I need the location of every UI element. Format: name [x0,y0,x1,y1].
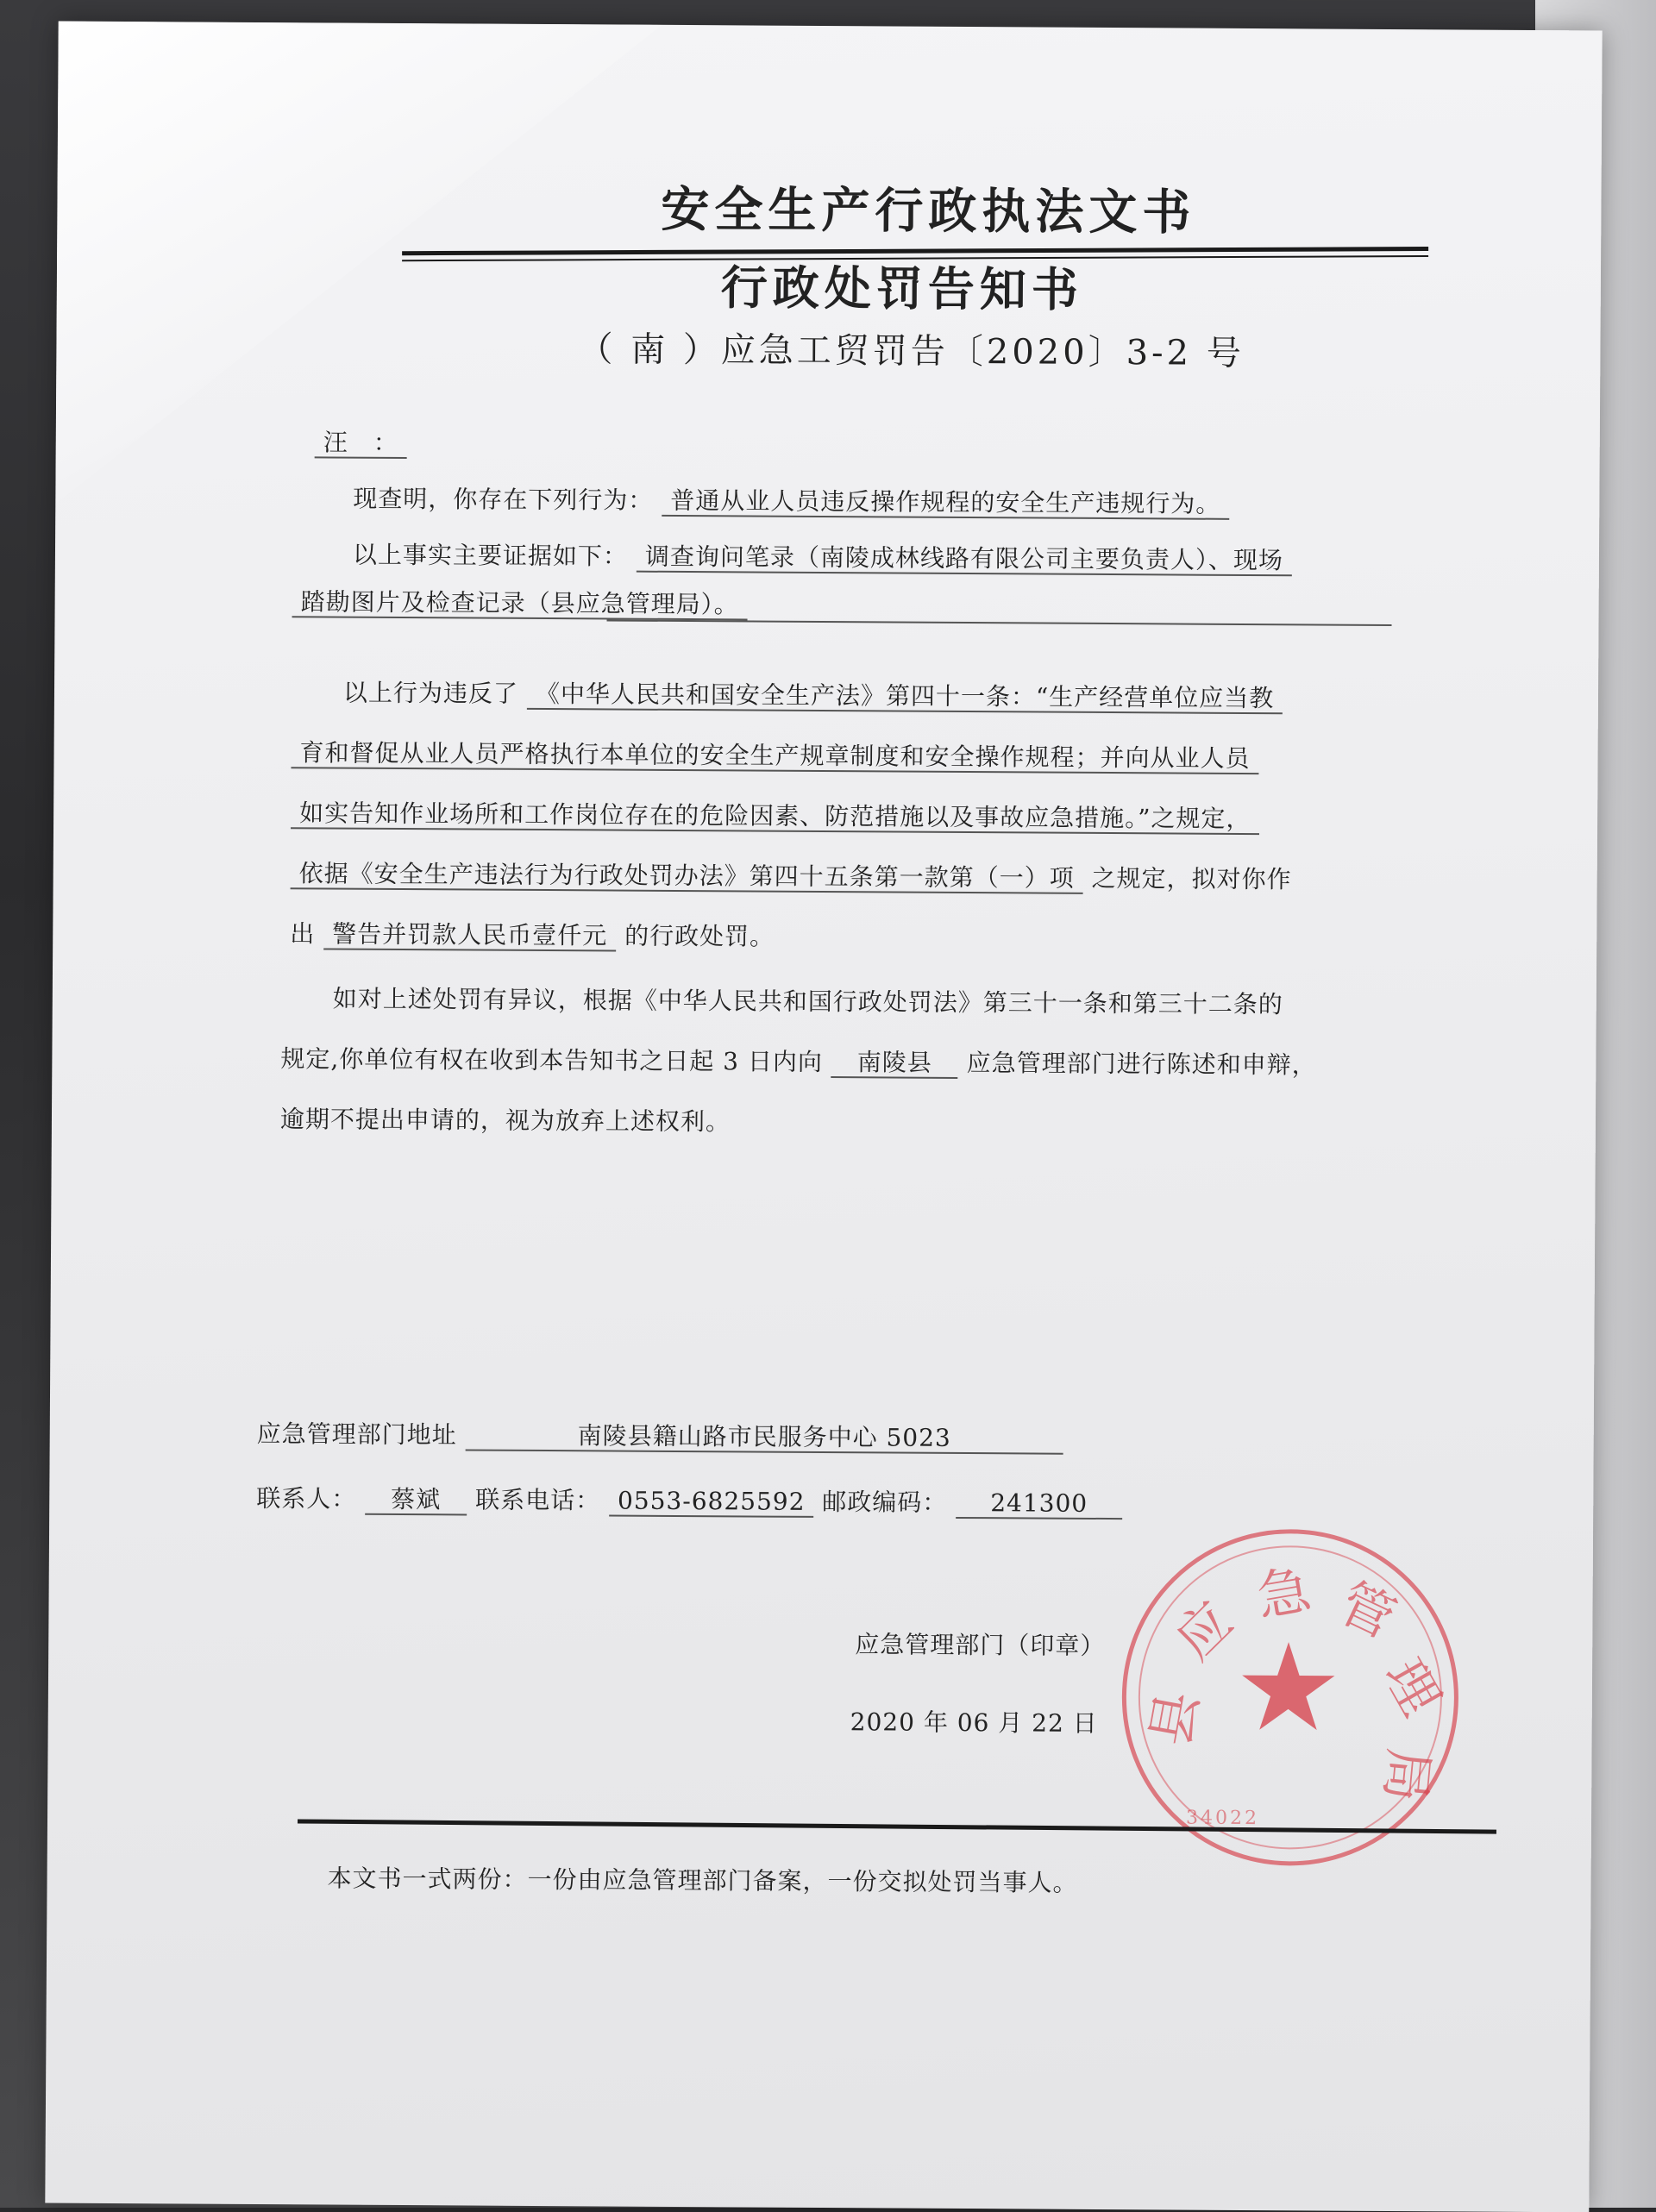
rights-text-2-prefix: 规定,你单位有权在收到本告知书之日起 3 日内向 [280,1044,824,1076]
findings-evidence [353,536,1292,577]
violation-line-2 [291,734,1258,774]
behavior-label: 现查明，你存在下列行为： [353,484,654,515]
address-label: 应急管理部门地址 [256,1419,457,1450]
findings-behavior [353,480,1229,520]
document-subtitle: 行政处罚告知书 [720,260,1084,317]
violation-line-1 [343,674,1283,715]
document-title: 安全生产行政执法文书 [661,181,1196,241]
contact-phone-label: 联系电话： [475,1485,601,1515]
footer-note: 本文书一式两份：一份由应急管理部门备案，一份交拟处罚当事人。 [327,1864,1078,1897]
address-value: 南陵县籍山路市民服务中心 5023 [466,1420,1063,1454]
evidence-label: 以上事实主要证据如下： [352,540,629,571]
findings-evidence-cont [292,583,748,620]
violation-line-4 [291,855,1292,895]
evidence-value-2: 踏勘图片及检查记录（县应急管理局）。 [292,587,748,620]
evidence-underline [607,619,1392,626]
contact-line [256,1480,1122,1520]
contact-person-label: 联系人： [256,1483,357,1513]
contact-person-value: 蔡斌 [365,1485,467,1516]
contact-phone-value: 0553-6825592 [609,1486,814,1517]
violation-line-3 [291,794,1260,835]
behavior-value: 普通从业人员违反操作规程的安全生产违规行为。 [662,486,1229,520]
postcode-label: 邮政编码： [822,1487,948,1517]
rights-line-2 [280,1040,1317,1081]
violation-text-5-suffix: 的行政处罚。 [624,921,775,951]
violation-line-5 [290,915,775,952]
evidence-value-1: 调查询问笔录（南陵成林线路有限公司主要负责人）、现场 [637,542,1292,577]
seal-char: 理 [1371,1648,1453,1726]
official-seal [1121,1528,1459,1866]
signature-date: 2020 年 06 月 22 日 [850,1708,1098,1738]
document-page [45,22,1602,2212]
seal-char: 管 [1329,1570,1406,1651]
rights-line-3: 逾期不提出申请的，视为放弃上述权利。 [279,1105,731,1137]
document-number: （ 南 ）应急工贸罚告〔2020〕3-2 号 [578,329,1245,373]
seal-char: 局 [1373,1745,1441,1805]
violation-text-1: 《中华人民共和国安全生产法》第四十一条：“生产经营单位应当教 [527,680,1283,714]
seal-char: 应 [1163,1589,1245,1672]
seal-star-icon: ★ [1233,1617,1343,1759]
violation-text-5-prefix: 出 [290,919,316,949]
violation-text-4-suffix: 之规定，拟对你作 [1091,863,1292,894]
seal-char: 急 [1251,1557,1316,1629]
rights-line-1: 如对上述处罚有异议，根据《中华人民共和国行政处罚法》第三十一条和第三十二条的 [332,984,1283,1019]
postcode-value: 241300 [956,1488,1122,1520]
contact-address [257,1415,1063,1455]
violation-text-2: 育和督促从业人员严格执行本单位的安全生产规章制度和安全操作规程；并向从业人员 [291,738,1258,774]
seal-number: 34022 [1185,1807,1260,1830]
addressee [315,423,407,459]
seal-char: 县 [1138,1686,1211,1751]
legal-basis: 依据《安全生产违法行为行政处罚办法》第四十五条第一款第（一）项 [291,859,1083,894]
violation-text-3: 如实告知作业场所和工作岗位存在的危险因素、防范措施以及事故应急措施。”之规定， [291,799,1260,835]
county-value: 南陵县 [831,1048,958,1079]
rights-text-2-suffix: 应急管理部门进行陈述和申辩， [966,1049,1317,1080]
addressee-name: 汪 ： [315,428,407,459]
penalty-value: 警告并罚款人民币壹仟元 [323,919,616,951]
dept-seal-label: 应急管理部门（印章） [855,1630,1106,1661]
violation-prefix: 以上行为违反了 [342,678,519,708]
